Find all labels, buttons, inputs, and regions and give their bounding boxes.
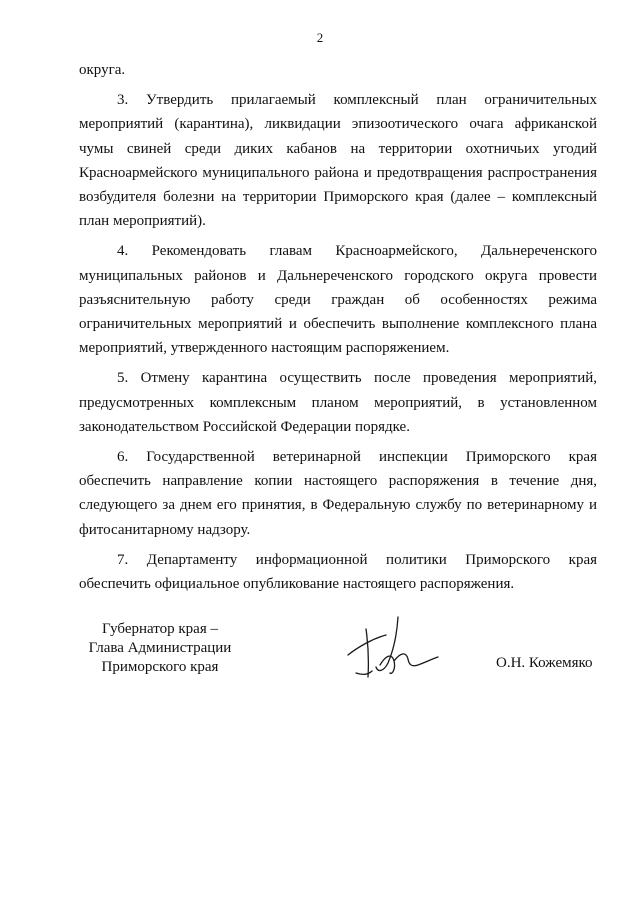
signatory-title	[60, 620, 260, 677]
paragraph-item-6: 6. Государственной ветеринарной инспекции Приморского края обеспечить направление копии настоящего распоряжения в течение дня, следующего за днем его принятия, в Федеральную службу по ветеринарному и фитосанитарному надзору.	[79, 449, 597, 538]
signatory-name: О.Н. Кожемяко	[496, 655, 593, 671]
paragraph-continuation: округа.	[79, 62, 126, 78]
signatory-title-line-1: Губернатор края –	[102, 621, 218, 637]
signatory-title-line-3: Приморского края	[101, 659, 219, 675]
handwritten-signature-icon	[342, 615, 442, 689]
paragraph-item-4: 4. Рекомендовать главам Красноармейского, Дальнереченского муниципальных районов и Дальнереченского городского округа провести разъяснительную работу среди граждан об особенностях режима ограничительных мероприятий и обеспечить выполнение комплексного плана мероприятий, утвержденного настоящим распоряжением.	[79, 243, 597, 357]
paragraph-item-7: 7. Департаменту информационной политики Приморского края обеспечить официальное опубликование настоящего распоряжения.	[79, 551, 597, 593]
paragraph-item-3: 3. Утвердить прилагаемый комплексный план ограничительных мероприятий (карантина), ликвидации эпизоотического очага африканской чумы свиней среди диких кабанов на территории охотничьих угодий Красноармейского муниципального района и предотвращения распространения возбудителя болезни на территории Приморского края (далее – комплексный план мероприятий).	[79, 92, 597, 230]
document-body	[79, 58, 597, 596]
signatory-title-line-2: Глава Администрации	[88, 640, 232, 656]
page-number: 2	[316, 30, 324, 45]
paragraph-item-5: 5. Отмену карантина осуществить после проведения мероприятий, предусмотренных комплексным планом мероприятий, в установленном законодательством Российской Федерации порядке.	[79, 370, 597, 435]
signature-block	[0, 615, 640, 695]
